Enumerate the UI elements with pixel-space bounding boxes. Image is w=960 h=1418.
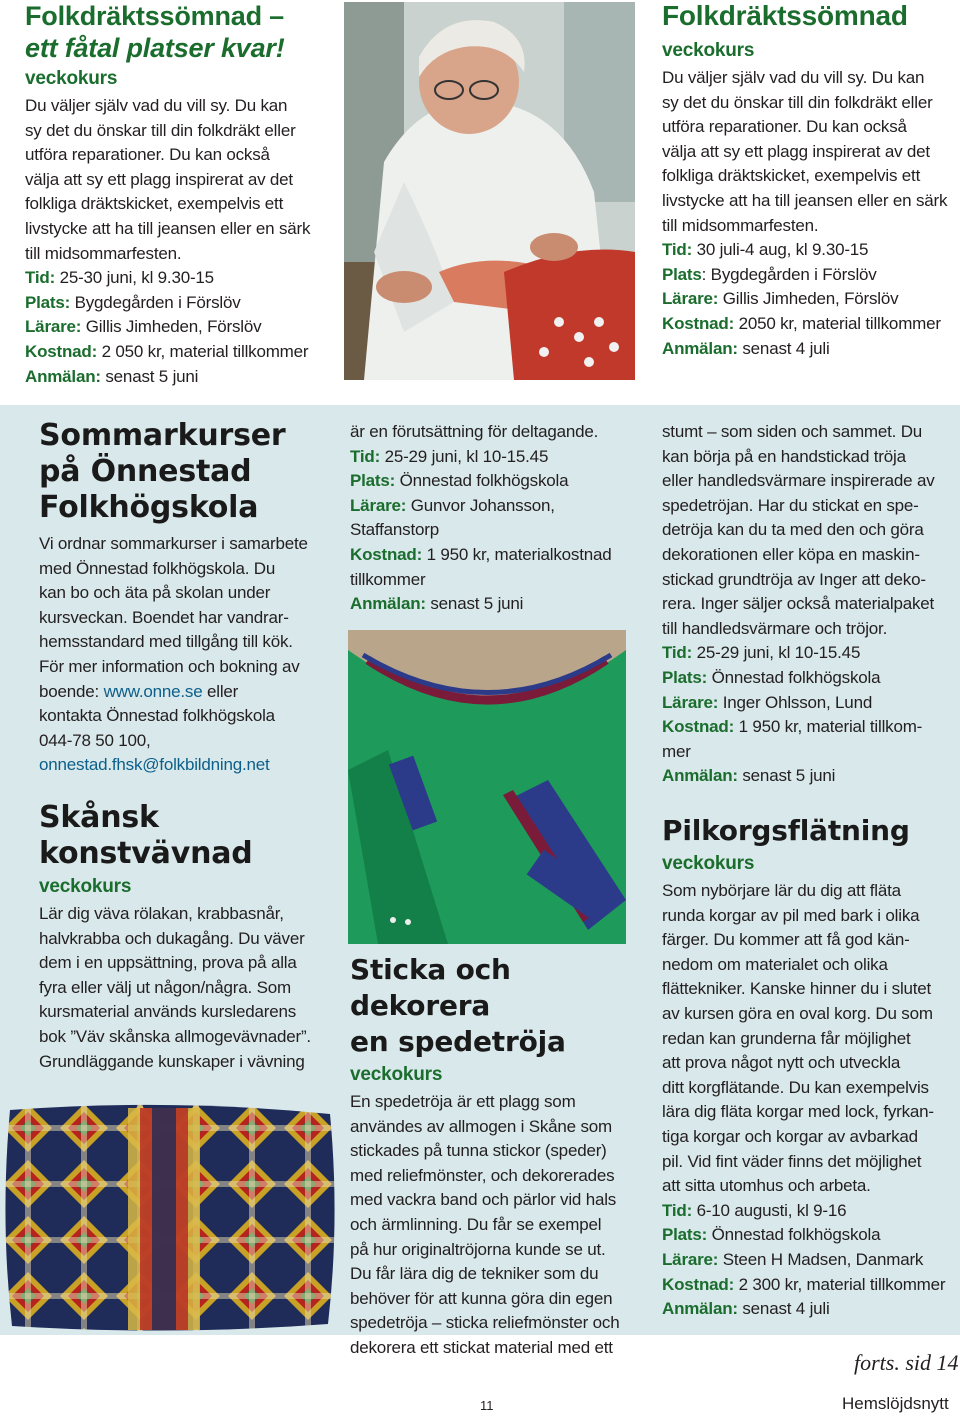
body-line: ditt korgflätande. Du kan exempelvis bbox=[662, 1077, 929, 1097]
body-line: med vackra band och pärlor vid hals bbox=[350, 1190, 617, 1210]
value: 1 950 kr, material tillkom- bbox=[734, 717, 923, 737]
text: eller bbox=[202, 681, 239, 701]
body-line: dem i en uppsättning, prova på alla bbox=[39, 953, 297, 973]
body-line: av kursen göra en oval korg. Du som bbox=[662, 1003, 933, 1023]
body-line: spedetröjan. Har du stickat en spe- bbox=[662, 495, 919, 515]
body-line: dekorera ett stickat material med ett bbox=[350, 1337, 613, 1357]
value: 1 950 kr, materialkostnad bbox=[422, 544, 612, 564]
course-time bbox=[662, 641, 957, 666]
label: Anmälan: bbox=[350, 594, 426, 614]
label: Plats: bbox=[662, 1225, 708, 1245]
body-line: färger. Du kommer att få god kän- bbox=[662, 930, 910, 950]
section-konstvavnad-details bbox=[350, 420, 640, 617]
body-line: Grundläggande kunskaper i vävning bbox=[39, 1051, 305, 1071]
label: Tid: bbox=[25, 268, 56, 288]
label: Anmälan: bbox=[662, 1299, 738, 1319]
course-place bbox=[350, 469, 640, 494]
course-place bbox=[662, 1223, 957, 1248]
body-line: En spedetröja är ett plagg som bbox=[350, 1092, 576, 1111]
section-title: Skånsk bbox=[39, 800, 159, 835]
body-line: kan börja på en handstickad tröja bbox=[662, 446, 906, 466]
course-place bbox=[25, 291, 335, 316]
label: Anmälan: bbox=[662, 766, 738, 786]
value: Gunvor Johansson, bbox=[406, 495, 555, 515]
label: Tid: bbox=[662, 643, 693, 663]
label: Anmälan: bbox=[25, 366, 101, 386]
body-line: sy det du önskar till din folkdräkt eller bbox=[25, 120, 296, 140]
course-type: veckokurs bbox=[662, 40, 755, 61]
body-line: För mer information och bokning av bbox=[39, 656, 300, 676]
body-line: mer bbox=[662, 741, 691, 761]
course-teacher bbox=[662, 287, 957, 312]
photo-spedetroja bbox=[348, 630, 626, 944]
body-line: halvkrabba och dukagång. Du väver bbox=[39, 928, 305, 948]
body-line: är en förutsättning för deltagande. bbox=[350, 422, 599, 441]
section-sticka-details bbox=[662, 420, 957, 789]
value: Gillis Jimheden, Förslöv bbox=[81, 317, 262, 337]
label: Kostnad: bbox=[350, 544, 423, 564]
body-line: Du får lära dig de tekniker som du bbox=[350, 1264, 599, 1284]
body-line: nedom om materialet och olika bbox=[662, 954, 888, 974]
course-cost bbox=[350, 543, 640, 568]
body-line: att prova något nytt och utveckla bbox=[662, 1053, 901, 1073]
section-skansk-konstvavnad bbox=[39, 800, 329, 1074]
value: 2 050 kr, material tillkommer bbox=[97, 341, 309, 361]
body-line: välja att sy ett plagg inspirerat av det bbox=[662, 141, 930, 161]
section-sommarkurser bbox=[39, 418, 329, 778]
course-cost bbox=[25, 340, 335, 365]
body-line: välja att sy ett plagg inspirerat av det bbox=[25, 169, 293, 189]
body-line: sy det du önskar till din folkdräkt eller bbox=[662, 92, 933, 112]
course-title: Folkdräktssömnad bbox=[662, 0, 908, 31]
body-line: livstycke att ha till jeansen eller en särk bbox=[25, 218, 311, 238]
course-time bbox=[350, 445, 640, 470]
continued-note: forts. sid 14 bbox=[854, 1350, 959, 1375]
section-title: konstvävnad bbox=[39, 836, 253, 871]
value: 6-10 augusti, kl 9-16 bbox=[692, 1200, 847, 1220]
course-cost bbox=[662, 715, 957, 740]
course-type: veckokurs bbox=[39, 876, 132, 897]
section-sticka-dekorera bbox=[350, 952, 640, 1361]
body-line: tillkommer bbox=[350, 569, 426, 589]
value: 30 juli-4 aug, kl 9.30-15 bbox=[692, 240, 869, 260]
section-title: Folkhögskola bbox=[39, 490, 259, 525]
course-teacher bbox=[662, 691, 957, 716]
photo-woven-pillow bbox=[0, 1100, 338, 1335]
label: Plats: bbox=[350, 471, 396, 491]
value: Steen H Madsen, Danmark bbox=[718, 1249, 924, 1269]
body-line: dekorationen eller köpa en maskin- bbox=[662, 544, 920, 564]
body-line: användes av allmogen i Skåne som bbox=[350, 1116, 612, 1136]
section-title: en spedetröja bbox=[350, 1025, 566, 1058]
course-cost bbox=[662, 312, 957, 337]
value: : Bygdegården i Förslöv bbox=[701, 264, 877, 284]
course-teacher bbox=[25, 315, 335, 340]
course-folkdrakt-summer bbox=[25, 0, 335, 389]
body-line: 044-78 50 100, bbox=[39, 730, 151, 750]
section-title: Sticka och dekorera bbox=[350, 953, 511, 1022]
body-line: fyra eller välj ut någon/några. Som bbox=[39, 977, 291, 997]
course-signup bbox=[350, 592, 640, 617]
body-line: folkliga dräktskicket, exempelvis ett bbox=[25, 194, 284, 214]
value: 2050 kr, material tillkommer bbox=[734, 313, 941, 333]
value: senast 5 juni bbox=[100, 366, 199, 386]
value: 25-30 juni, kl 9.30-15 bbox=[55, 268, 214, 288]
label: Tid: bbox=[350, 446, 381, 466]
course-time bbox=[25, 266, 335, 291]
course-signup bbox=[662, 764, 957, 789]
body-line: till midsommarfesten. bbox=[662, 215, 819, 235]
body-line: till handledsvärmare och tröjor. bbox=[662, 618, 888, 638]
label: Lärare: bbox=[350, 495, 407, 515]
body-line: hemsstandard med tillgång till kök. bbox=[39, 632, 293, 652]
body-line: folkliga dräktskicket, exempelvis ett bbox=[662, 166, 921, 186]
section-title: på Önnestad bbox=[39, 454, 252, 489]
value: 25-29 juni, kl 10-15.45 bbox=[380, 446, 549, 466]
course-type: veckokurs bbox=[350, 1064, 443, 1085]
label: Anmälan: bbox=[662, 338, 738, 358]
course-title: Folkdräktssömnad – bbox=[25, 1, 284, 31]
body-line: till midsommarfesten. bbox=[25, 243, 182, 263]
course-signup bbox=[662, 337, 957, 362]
body-line: detröja kan du ta med den och göra bbox=[662, 520, 924, 540]
label: Lärare: bbox=[662, 289, 719, 309]
value: Önnestad folkhögskola bbox=[395, 471, 569, 491]
course-type: veckokurs bbox=[662, 853, 755, 874]
course-signup bbox=[662, 1297, 957, 1322]
photo-man-sewing bbox=[344, 2, 635, 380]
body-line: kursmaterial används kursledarens bbox=[39, 1002, 297, 1022]
label: Plats: bbox=[662, 667, 708, 687]
body-line: att sitta utomhus och arbeta. bbox=[662, 1176, 871, 1196]
body-line: utföra reparationer. Du kan också bbox=[662, 117, 907, 137]
body-line: stumt – som siden och sammet. Du bbox=[662, 422, 923, 441]
label: Kostnad: bbox=[662, 717, 735, 737]
value: Önnestad folkhögskola bbox=[707, 667, 881, 687]
course-place bbox=[662, 666, 957, 691]
magazine-name: Hemslöjdsnytt bbox=[842, 1394, 949, 1413]
body-line: stickades på tunna stickor (speder) bbox=[350, 1141, 607, 1161]
body-line: på hur originaltröjorna kunde se ut. bbox=[350, 1239, 606, 1259]
text: boende: bbox=[39, 681, 104, 701]
course-teacher bbox=[662, 1248, 957, 1273]
photo-woven-pillow-art bbox=[0, 1100, 338, 1335]
photo-man-sewing-art bbox=[344, 2, 635, 380]
value: senast 4 juli bbox=[737, 338, 830, 358]
body-line: lära dig fläta korgar med lock, fyrkan- bbox=[662, 1102, 934, 1122]
body-line: med reliefmönster, och dekorerades bbox=[350, 1165, 615, 1185]
body-line bbox=[39, 680, 329, 705]
body-line: spedetröja – sticka reliefmönster och bbox=[350, 1313, 620, 1333]
value: Inger Ohlsson, Lund bbox=[718, 692, 873, 712]
body-line: Du väljer själv vad du vill sy. Du kan bbox=[662, 68, 925, 87]
page-number: 11 bbox=[480, 1398, 494, 1413]
course-cost bbox=[662, 1273, 957, 1298]
value: 2 300 kr, material tillkommer bbox=[734, 1274, 946, 1294]
course-teacher bbox=[350, 494, 640, 519]
section-title: Sommarkurser bbox=[39, 418, 286, 453]
body-line: runda korgar av pil med bark i olika bbox=[662, 905, 920, 925]
body-line: Du väljer själv vad du vill sy. Du kan bbox=[25, 96, 288, 115]
photo-spedetroja-art bbox=[348, 630, 626, 944]
body-line: livstycke att ha till jeansen eller en särk bbox=[662, 190, 948, 210]
label: Tid: bbox=[662, 240, 693, 260]
course-title-sub: ett fåtal platser kvar! bbox=[25, 33, 285, 63]
body-line: bok ”Väv skånska allmogevävnader”. bbox=[39, 1026, 311, 1046]
label: Lärare: bbox=[25, 317, 82, 337]
course-time bbox=[662, 1199, 957, 1224]
body-line: stickad grundtröja av Inger att deko- bbox=[662, 569, 926, 589]
label: Lärare: bbox=[662, 1249, 719, 1269]
email-link[interactable]: onnestad.fhsk@folkbildning.net bbox=[39, 755, 270, 775]
section-pilkorgsflatning bbox=[662, 813, 957, 1322]
course-folkdrakt-august bbox=[662, 0, 957, 361]
body-line: tiga korgar och korgar av avbarkad bbox=[662, 1126, 918, 1146]
body-line: kursveckan. Boendet har vandrar- bbox=[39, 607, 289, 627]
body-line: Som nybörjare lär du dig att fläta bbox=[662, 881, 901, 900]
label: Plats: bbox=[25, 292, 71, 312]
body-line: utföra reparationer. Du kan också bbox=[25, 145, 270, 165]
body-line: med Önnestad folkhögskola. Du bbox=[39, 558, 276, 578]
body-line: kan bo och äta på skolan under bbox=[39, 583, 271, 603]
body-line: eller handledsvärmare inspirerade av bbox=[662, 471, 935, 491]
body-line: flättekniker. Kanske hinner du i slutet bbox=[662, 979, 932, 999]
value: 25-29 juni, kl 10-15.45 bbox=[692, 643, 861, 663]
body-line: rera. Inger säljer också materialpaket bbox=[662, 594, 935, 614]
value: Bygdegården i Förslöv bbox=[70, 292, 241, 312]
section-title: Pilkorgsflätning bbox=[662, 814, 910, 847]
body-line: Lär dig väva rölakan, krabbasnår, bbox=[39, 904, 284, 923]
body-line: redan kan grunderna får möjlighet bbox=[662, 1028, 911, 1048]
label: Kostnad: bbox=[25, 341, 98, 361]
course-signup bbox=[25, 365, 335, 390]
body-line: och ärmlinning. Du får se exempel bbox=[350, 1214, 602, 1234]
label: Kostnad: bbox=[662, 1274, 735, 1294]
body-line: kontakta Önnestad folkhögskola bbox=[39, 706, 275, 726]
label: Tid: bbox=[662, 1200, 693, 1220]
body-line: behöver för att kunna göra din egen bbox=[350, 1288, 613, 1308]
course-time bbox=[662, 238, 957, 263]
website-link[interactable]: www.onne.se bbox=[103, 681, 203, 701]
label: Lärare: bbox=[662, 692, 719, 712]
label: Kostnad: bbox=[662, 313, 735, 333]
course-type: veckokurs bbox=[25, 68, 118, 89]
value: senast 5 juni bbox=[425, 594, 524, 614]
body-line: Staffanstorp bbox=[350, 520, 439, 540]
value: senast 4 juli bbox=[737, 1299, 830, 1319]
label: Plats bbox=[662, 264, 702, 284]
course-place bbox=[662, 263, 957, 288]
body-line: pil. Vid fint väder finns det möjlighet bbox=[662, 1151, 922, 1171]
body-line: Vi ordnar sommarkurser i samarbete bbox=[39, 534, 308, 553]
value: senast 5 juni bbox=[737, 766, 836, 786]
value: Gillis Jimheden, Förslöv bbox=[718, 289, 899, 309]
value: Önnestad folkhögskola bbox=[707, 1225, 881, 1245]
